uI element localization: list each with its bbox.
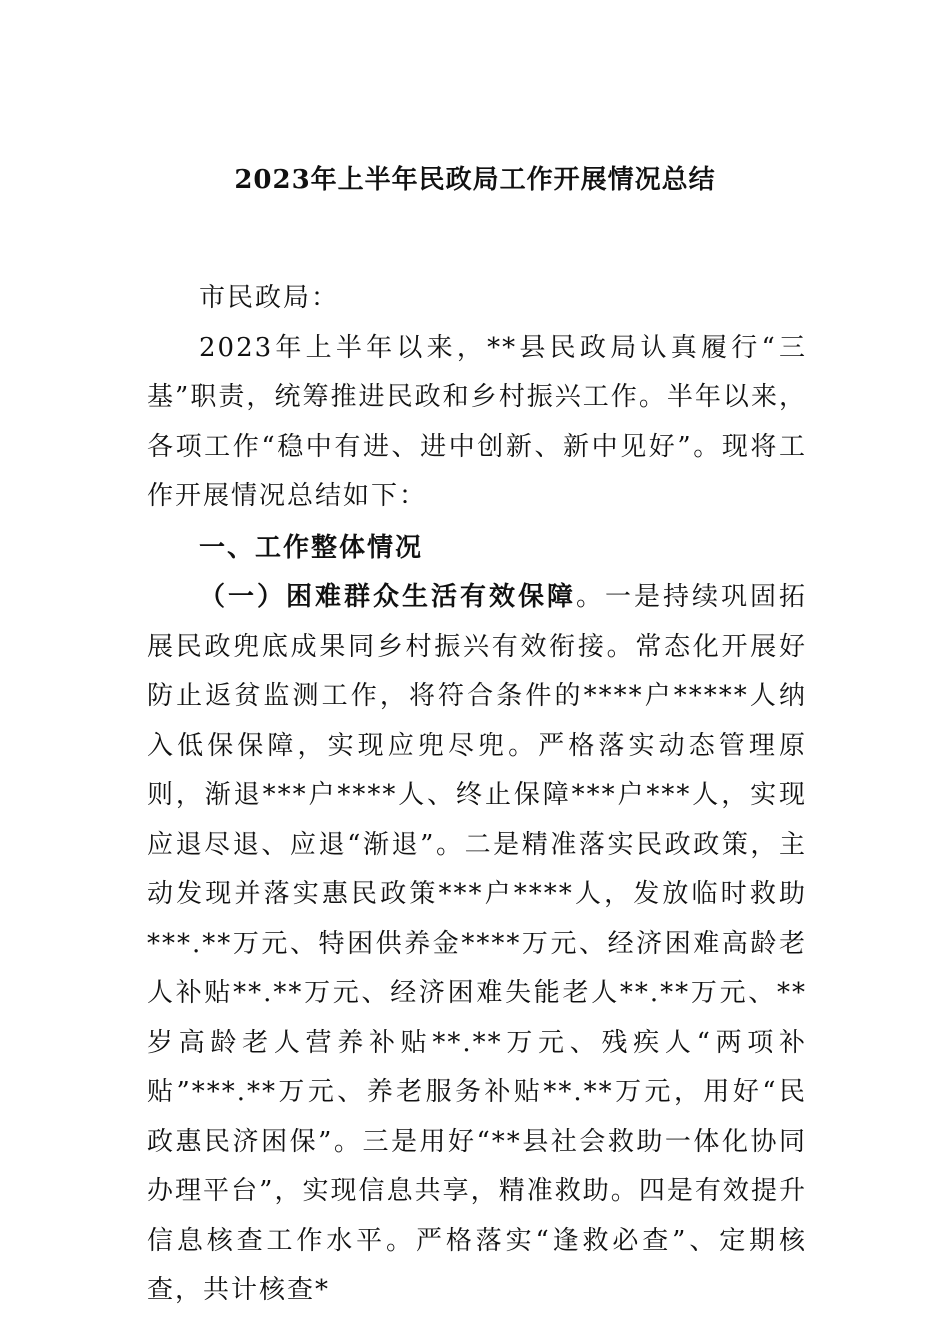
document-title: 2023年上半年民政局工作开展情况总结 xyxy=(234,165,716,195)
subsection-paragraph-1 xyxy=(147,573,807,1316)
document-body xyxy=(147,274,807,1316)
subsection-heading-1: （一）困难群众生活有效保障 xyxy=(199,582,576,612)
intro-paragraph: 2023年上半年以来，**县民政局认真履行“三基”职责，统筹推进民政和乡村振兴工作。半年以来，各项工作“稳中有进、进中创新、新中见好”。现将工作开展情况总结如下： xyxy=(147,332,807,511)
subsection-body-1: 。一是持续巩固拓展民政兜底成果同乡村振兴有效衔接。常态化开展好防止返贫监测工作，将符合条件的****户*****人纳入低保保障，实现应兜尽兜。严格落实动态管理原则，渐退***户****人、终止保障***户***人，实现应退尽退、应退“渐退”。二是精准落实民政政策，主动发现并落实惠民政策***户****人，发放临时救助***.**万元、特困供养金****万元、经济困难高龄老人补贴**.**万元、经济困难失能老人**.**万元、**岁高龄老人营养补贴**.**万元、残疾人“两项补贴”***.**万元、养老服务补贴**.**万元，用好“民政惠民济困保”。三是用好“**县社会救助一体化协同办理平台”，实现信息共享，精准救助。四是有效提升信息核查工作水平。严格落实“逢救必查”、定期核查，共计核查* xyxy=(147,582,807,1305)
salutation: 市民政局： xyxy=(199,283,340,313)
section-heading-1: 一、工作整体情况 xyxy=(199,532,424,563)
